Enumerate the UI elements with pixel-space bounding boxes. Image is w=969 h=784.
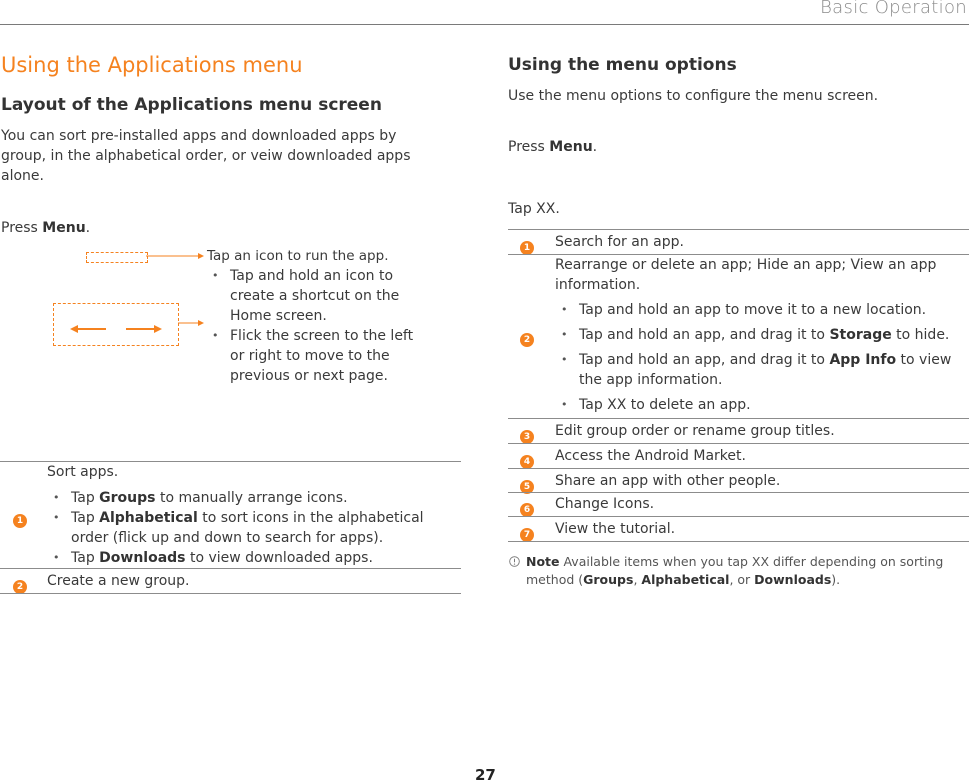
press-menu-instruction: Press Menu. — [1, 220, 91, 236]
list-item: • Tap Downloads to view downloaded apps. — [47, 548, 447, 568]
list-item: • Tap and hold an app, and drag it to App Info to view the app information. — [555, 350, 960, 390]
step-number-6: 6 — [520, 497, 534, 517]
section-title: Using the Applications menu — [1, 53, 303, 77]
subsection-title-layout: Layout of the Applications menu screen — [1, 95, 382, 115]
table-row-edit-group: Edit group order or rename group titles. — [555, 423, 835, 439]
table-rule — [0, 593, 461, 594]
step-number-3: 3 — [520, 424, 534, 444]
table-row-share-app: Share an app with other people. — [555, 473, 781, 489]
table-rule — [508, 541, 969, 542]
table-rule — [0, 568, 461, 569]
press-menu-instruction-right: Press Menu. — [508, 139, 598, 155]
tap-xx-instruction: Tap XX. — [508, 201, 560, 217]
table-row-rearrange: Rearrange or delete an app; Hide an app; View an app information. • Tap and hold an app to move it to a new location. • Tap and hold an app, and drag it to Storage to hide. • Tap and hold an app, and drag it to App Info to view the app information. • Tap XX to delete an app. — [555, 255, 960, 415]
table-rule — [508, 418, 969, 419]
list-item: • Tap XX to delete an app. — [555, 395, 960, 415]
table-rule — [508, 516, 969, 517]
menu-key-label: Menu — [549, 139, 593, 155]
app-icon-placeholder — [86, 252, 148, 263]
note-text: Note Available items when you tap XX differ depending on sorting method (Groups, Alphabetical, or Downloads). — [526, 554, 944, 587]
flick-arrows-icon — [54, 304, 178, 345]
page-number: 27 — [475, 766, 496, 784]
step-number-2: 2 — [13, 574, 27, 594]
callout-bullets — [206, 266, 416, 386]
table-row-search: Search for an app. — [555, 234, 684, 250]
callout-bullet: • Tap and hold an icon to create a shortcut on the Home screen. — [206, 266, 416, 326]
table-rule — [508, 468, 969, 469]
menu-options-intro: Use the menu options to configure the menu screen. — [508, 88, 879, 104]
callout-run-app: Tap an icon to run the app. — [207, 248, 389, 264]
list-item: • Tap Groups to manually arrange icons. — [47, 488, 447, 508]
header-rule — [0, 24, 969, 25]
step-number-1: 1 — [520, 235, 534, 255]
menu-key-label: Menu — [42, 220, 86, 236]
callout-bullet: • Flick the screen to the left or right to move to the previous or next page. — [206, 326, 416, 386]
intro-paragraph: You can sort pre-installed apps and downloaded apps by group, in the alphabetical order, or veiw downloaded apps alone. — [1, 128, 411, 184]
callout-arrowhead-icon — [198, 320, 204, 326]
table-row-tutorial: View the tutorial. — [555, 521, 676, 537]
step-number-7: 7 — [520, 522, 534, 542]
list-item: • Tap and hold an app to move it to a new location. — [555, 300, 960, 320]
step-number-5: 5 — [520, 474, 534, 494]
table-rule — [508, 443, 969, 444]
table-rule — [508, 229, 969, 230]
running-header: Basic Operation — [820, 0, 967, 18]
table-row-create-group: Create a new group. — [47, 573, 190, 589]
subsection-title-menu-options: Using the menu options — [508, 55, 737, 75]
step-number-2: 2 — [520, 327, 534, 347]
note-icon — [509, 556, 520, 567]
table-rule — [508, 492, 969, 493]
table-row-android-market: Access the Android Market. — [555, 448, 746, 464]
step-number-1: 1 — [13, 508, 27, 528]
list-item: • Tap and hold an app, and drag it to Storage to hide. — [555, 325, 960, 345]
list-item: • Tap Alphabetical to sort icons in the alphabetical order (flick up and down to search for apps). — [47, 508, 447, 548]
table-row-sort-apps: Sort apps. • Tap Groups to manually arrange icons. • Tap Alphabetical to sort icons in the alphabetical order (flick up and down to search for apps). • Tap Downloads to view downloaded apps. — [47, 462, 447, 568]
screen-flick-area — [53, 303, 179, 346]
callout-arrowhead-icon — [198, 253, 204, 259]
step-number-4: 4 — [520, 449, 534, 469]
table-row-change-icons: Change Icons. — [555, 496, 655, 512]
